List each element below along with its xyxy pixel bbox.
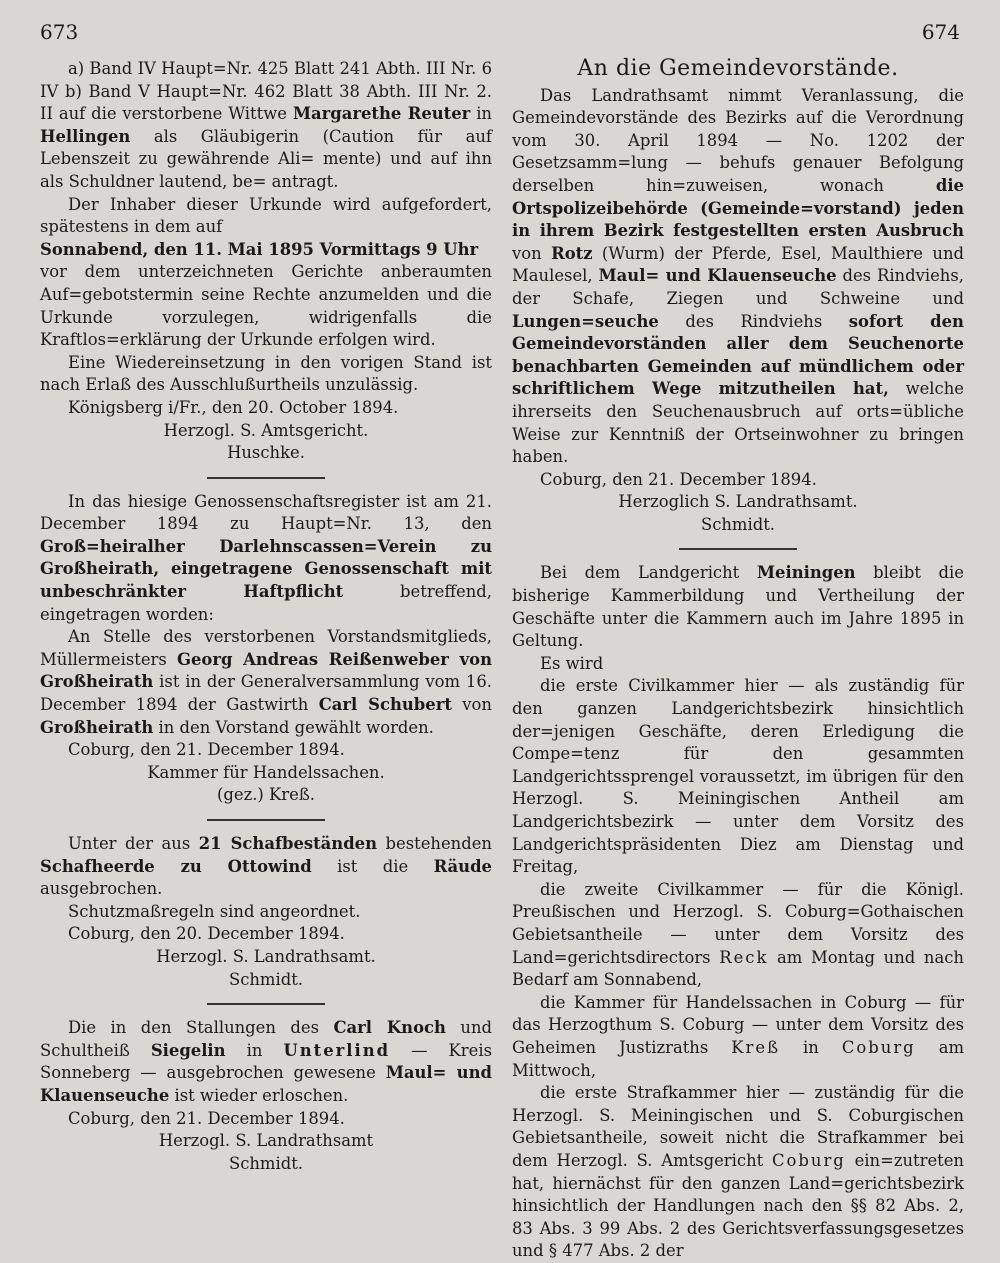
paragraph	[512, 992, 964, 1082]
text-run: Die in den Stallungen des	[68, 1018, 334, 1038]
text-run: am Mittwoch,	[512, 1037, 965, 1080]
text-run: in	[225, 1040, 284, 1060]
text-run: bestehenden	[377, 834, 492, 853]
text-run: Das Landrathsamt nimmt Veranlassung, die Gemeindevorstände des Bezirks auf die Verordnung vom 30. April 1894 — No. 1202 der Gesetzsamm=lung — behufs genauer Befolgung derselben hin=zuweisen, wonach	[512, 85, 964, 195]
office-name: Herzogl. S. Landrathsamt.	[156, 946, 376, 966]
signer: Schmidt.	[228, 1153, 304, 1173]
paragraph	[40, 194, 492, 239]
paragraph	[40, 261, 492, 351]
place-date: Coburg, den 21. December 1894.	[68, 740, 345, 760]
paragraph	[40, 58, 492, 194]
text-run: am Montag und nach Bedarf am Sonnabend,	[512, 947, 964, 990]
divider	[207, 1003, 325, 1005]
signer: Schmidt.	[228, 969, 304, 989]
right-column	[512, 58, 964, 1263]
bold-text: Räude	[433, 856, 492, 876]
divider	[679, 548, 797, 550]
text-run: Bei dem Landgericht	[540, 563, 757, 583]
section-heading: An die Gemeindevorstände.	[577, 56, 899, 81]
text-run: ist die	[311, 856, 434, 876]
notice-landgericht	[512, 562, 964, 1262]
signer: Huschke.	[227, 443, 305, 463]
text-run: Unter der aus	[68, 834, 199, 853]
paragraph: Schutzmaßregeln sind angeordnet.	[68, 901, 361, 921]
person-name: Carl Schubert	[318, 695, 452, 715]
place-name: Coburg	[772, 1150, 846, 1170]
court-name: Kammer für Handelssachen.	[147, 762, 385, 782]
text-run: An Stelle des verstorbenen Vorstandsmitglieds, Müllermeisters	[40, 627, 492, 669]
appointment-date: Sonnabend, den 11. Mai 1895 Vormittags 9 Uhr	[40, 239, 479, 259]
place-date: Coburg, den 21. December 1894.	[68, 1108, 345, 1128]
text-run: welche ihrerseits den Seuchenausbruch auf orts=übliche Weise zur Kenntniß der Ortseinwohner zu bringen haben.	[512, 379, 964, 467]
text-run: von	[512, 243, 552, 263]
place-date: Coburg, den 21. December 1894.	[540, 469, 817, 489]
text-line: mente) und auf ihn als Schuldner lautend, be=	[40, 149, 492, 191]
person-name: Siegelin	[150, 1040, 226, 1060]
text-run: Der Inhaber dieser Urkunde wird aufgefordert, spätestens in dem auf	[40, 194, 492, 237]
paragraph	[512, 562, 964, 652]
bold-text: Schafheerde zu Ottowind	[40, 856, 312, 876]
notice-genossenschaft	[40, 491, 492, 807]
bold-text: Maul= und Klauenseuche	[40, 1063, 492, 1105]
place-name: Großheirath	[40, 717, 154, 737]
office-name: Herzoglich S. Landrathsamt.	[618, 492, 858, 512]
paragraph	[40, 626, 492, 739]
page-number-right: 674	[921, 20, 960, 44]
divider	[207, 819, 325, 821]
divider	[207, 477, 325, 479]
text-run: als Gläubigerin	[130, 126, 300, 146]
text-run: von	[451, 695, 492, 715]
text-run: ein=zutreten hat, hiernächst für den ganzen Land=gerichtsbezirk hinsichtlich der Handlungen nach den §§ 82 Abs. 2, 83 Abs. 3 99 Abs. 2 des Gerichtsverfassungsgesetzes und § 477 Abs. 2 der	[512, 1150, 964, 1261]
office-name: Herzogl. S. Landrathsamt	[158, 1131, 374, 1151]
bold-text: Rotz	[551, 243, 593, 263]
text-run: in den Vorstand gewählt worden.	[153, 717, 434, 737]
text-run: Eine Wiedereinsetzung in den vorigen Stand ist nach Erlaß des Ausschlußurtheils unzulässig.	[40, 352, 492, 395]
person-name: Reck	[719, 947, 769, 967]
text-run: betreffend, eingetragen worden:	[40, 582, 492, 624]
paragraph	[512, 879, 964, 992]
paragraph	[40, 491, 492, 627]
place-name: Unterlind	[283, 1040, 391, 1060]
paragraph: die erste Civilkammer hier — als zuständig für den ganzen Landgerichtsbezirk hinsichtlich der=jenigen Geschäfte, deren Erledigung die Compe=tenz für den gesammten Landgerichtssprengel voraussetzt, im übrigen für den Herzogl. S. Meiningischen Antheil am Landgerichtsbezirk — unter dem Vorsitz des Landgerichtspräsidenten Diez am Dienstag und Freitag,	[512, 676, 964, 877]
place-name: Hellingen	[40, 126, 131, 146]
text-run: vor dem unterzeichneten Gerichte anberaumten Auf=gebotstermin seine Rechte anzumelden und die Urkunde vorzulegen, widrigenfalls die Kraftlos=erklärung der Urkunde erfolgen wird.	[40, 262, 492, 350]
bold-text: Lungen=seuche	[512, 311, 659, 331]
person-name: Kreß	[731, 1037, 781, 1057]
text-run: in	[470, 104, 492, 124]
notice-raeude	[40, 833, 492, 991]
text-run: ist wieder erloschen.	[169, 1085, 349, 1105]
notice-seuchen	[512, 85, 964, 537]
text-run: ausgebrochen.	[40, 879, 163, 899]
notice-urkunde	[40, 58, 492, 465]
text-run: die zweite Civilkammer — für die Königl. Preußischen und Herzogl. S. Coburg=Gothaischen Gebietsantheile — unter dem Vorsitz des Land=gerichtsdirectors	[512, 879, 964, 967]
paragraph: Es wird	[540, 653, 604, 673]
text-line: a) Band IV Haupt=Nr. 425 Blatt 241 Abth. III	[68, 59, 446, 78]
bold-text: sofort den Gemeindevorständen aller dem Seuchenorte benachbarten Gemeinden auf mündlichem oder schriftlichem Wege mitzutheilen hat,	[512, 311, 964, 399]
place-date: Coburg, den 20. December 1894.	[68, 924, 345, 944]
page-number-left: 673	[40, 20, 79, 44]
bold-text: 21 Schafbeständen	[198, 834, 378, 853]
date-line	[40, 239, 492, 262]
place-name: Meiningen	[756, 563, 856, 583]
paragraph	[512, 85, 964, 469]
paragraph	[512, 1082, 964, 1263]
place-date: Königsberg i/Fr., den 20. October 1894.	[68, 397, 399, 417]
place-name: Coburg	[841, 1037, 916, 1057]
signer: Schmidt.	[700, 514, 776, 534]
text-run: in	[780, 1037, 842, 1057]
bold-text: Maul= und Klauenseuche	[598, 266, 837, 286]
person-name: Georg Andreas Reißenweber von Großheirath	[40, 649, 493, 692]
bold-text: die Ortspolizeibehörde (Gemeinde=vorstand) jeden in ihrem Bezirk festgestellten ersten Ausbruch	[512, 175, 964, 241]
person-name: Margarethe Reuter	[292, 104, 471, 124]
text-run: — Kreis Sonneberg — ausgebrochen gewesene	[40, 1040, 492, 1083]
text-run: bleibt die bisherige Kammerbildung und Vertheilung der Geschäfte unter die Kammern auch im Jahre 1895 in Geltung.	[512, 563, 964, 651]
text-run: die Kammer für Handelssachen in Coburg — für das Herzogthum S. Coburg — unter dem Vorsitz des Geheimen Justizraths	[512, 992, 964, 1057]
text-run: (Wurm) der Pferde, Esel, Maulthiere und Maulesel,	[512, 243, 964, 286]
text-line: antragt.	[271, 171, 339, 191]
notice-erloschen	[40, 1017, 492, 1175]
text-line: Abth. III Nr. 2. II auf die verstorbene Wittwe	[40, 81, 492, 124]
text-run: In das hiesige Genossenschaftsregister ist am 21. December 1894 zu Haupt=Nr. 13, den	[40, 491, 492, 534]
person-name: Carl Knoch	[333, 1018, 446, 1038]
text-run: und Schultheiß	[40, 1018, 492, 1060]
text-run: des Rindviehs	[658, 311, 849, 331]
paragraph	[40, 352, 492, 397]
text-line: Nr. 6 IV b) Band V Haupt=Nr. 462 Blatt 38	[40, 59, 493, 101]
text-run: ist in der Generalversammlung vom 16. December 1894 der Gastwirth	[40, 672, 492, 715]
bold-text: Groß=heiralher Darlehnscassen=Verein zu Großheirath, eingetragene Genossenschaft mit unbeschränkter Haftpflicht	[40, 536, 492, 602]
signer: (gez.) Kreß.	[217, 785, 315, 805]
left-column	[40, 58, 492, 1175]
paragraph	[40, 833, 492, 901]
court-name: Herzogl. S. Amtsgericht.	[163, 420, 369, 440]
paragraph	[40, 1017, 492, 1107]
text-run: die erste Strafkammer hier — zuständig für die Herzogl. S. Meiningischen und S. Coburgischen Gebietsantheile, soweit nicht die Strafkammer bei dem Herzogl. S. Amtsgericht	[512, 1083, 964, 1170]
text-line: (Caution für auf Lebenszeit zu gewährende Ali=	[40, 126, 492, 169]
text-run: des Rindviehs, der Schafe, Ziegen und Schweine und	[512, 266, 964, 308]
